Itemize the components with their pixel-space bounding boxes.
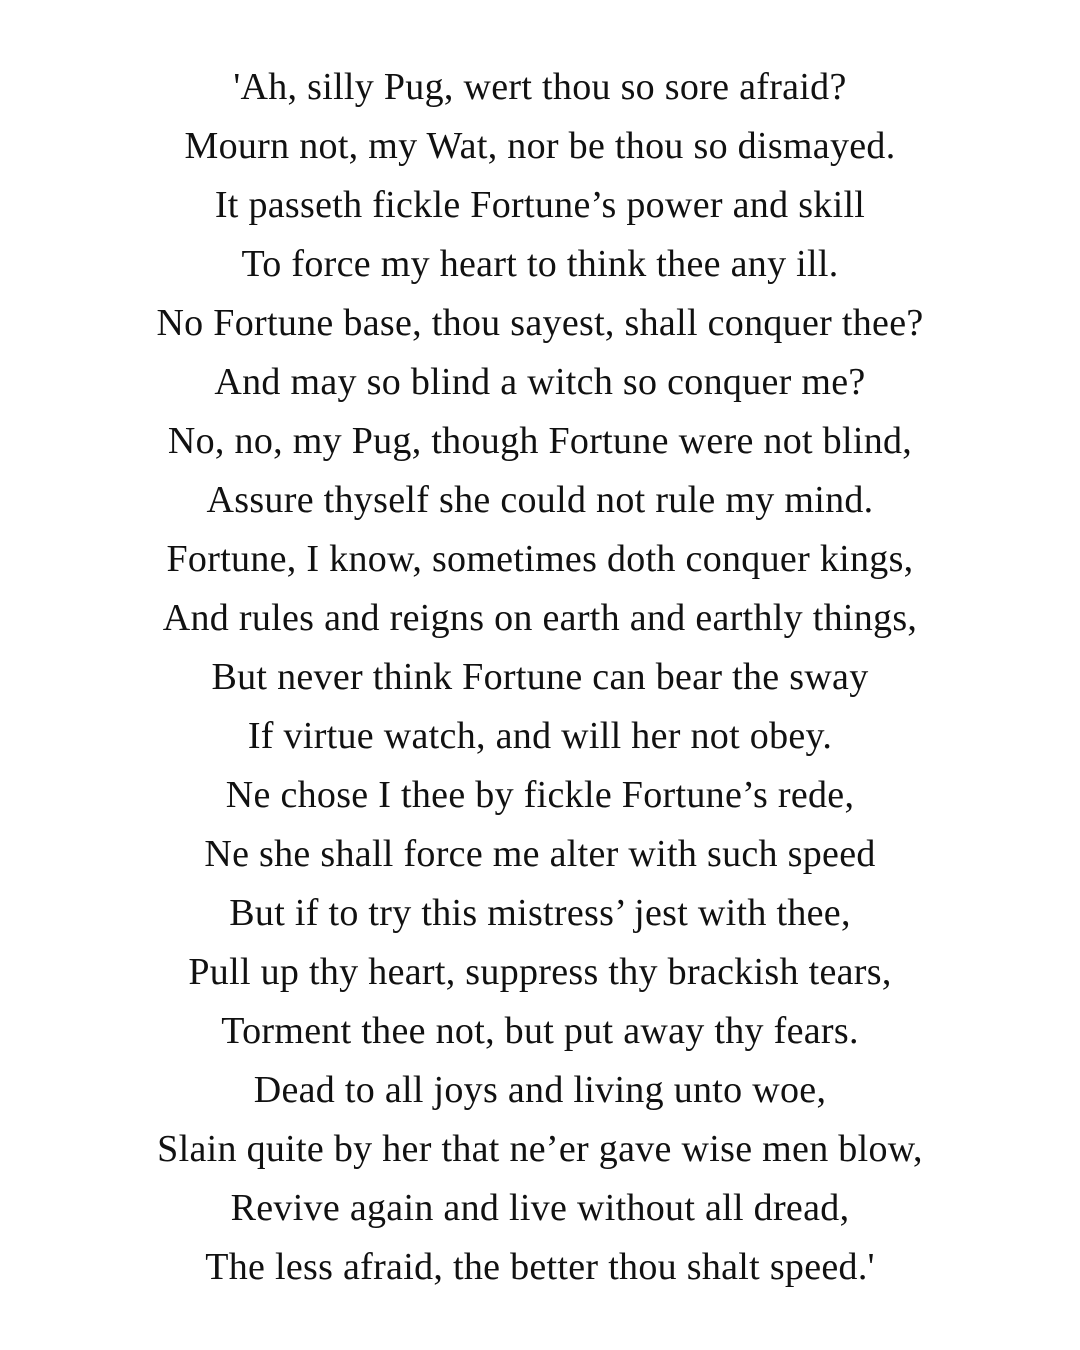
poem-line: Slain quite by her that ne’er gave wise men blow, <box>157 1128 923 1170</box>
poem-line: But never think Fortune can bear the sway <box>211 656 869 698</box>
poem-line: Revive again and live without all dread, <box>230 1187 850 1229</box>
poem-line: To force my heart to think thee any ill. <box>241 243 839 285</box>
poem-line: Fortune, I know, sometimes doth conquer kings, <box>166 538 914 580</box>
poem-line: And rules and reigns on earth and earthly things, <box>162 597 918 639</box>
poem-line: Dead to all joys and living unto woe, <box>253 1069 827 1111</box>
poem-line: Mourn not, my Wat, nor be thou so dismayed. <box>184 125 896 167</box>
poem-line: No, no, my Pug, though Fortune were not blind, <box>167 420 913 462</box>
poem-line: If virtue watch, and will her not obey. <box>247 715 833 757</box>
poem-line: 'Ah, silly Pug, wert thou so sore afraid? <box>233 66 847 108</box>
poem-line: The less afraid, the better thou shalt speed.' <box>205 1246 875 1288</box>
poem-text <box>0 58 1080 1297</box>
poem-line: But if to try this mistress’ jest with thee, <box>229 892 851 934</box>
poem-line: And may so blind a witch so conquer me? <box>214 361 866 403</box>
poem-line: Torment thee not, but put away thy fears. <box>221 1010 859 1052</box>
poem-line: Ne chose I thee by fickle Fortune’s rede, <box>225 774 855 816</box>
poem-line: Pull up thy heart, suppress thy brackish tears, <box>188 951 892 993</box>
poem-line: Ne she shall force me alter with such speed <box>204 833 876 875</box>
poem-line: No Fortune base, thou sayest, shall conquer thee? <box>156 302 924 344</box>
poem-line: Assure thyself she could not rule my mind. <box>206 479 874 521</box>
poem-line: It passeth fickle Fortune’s power and skill <box>214 184 866 226</box>
